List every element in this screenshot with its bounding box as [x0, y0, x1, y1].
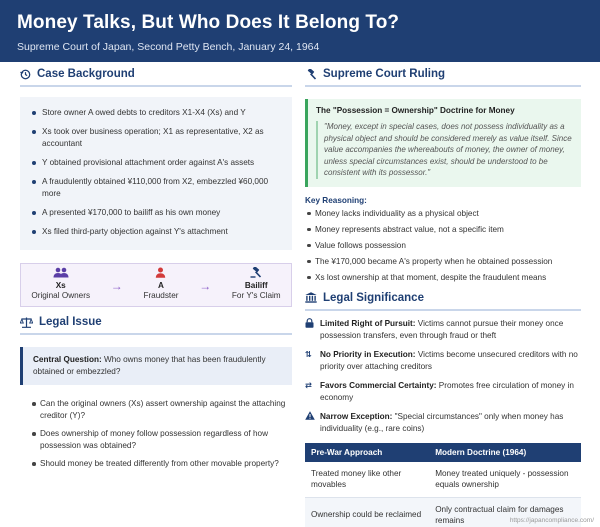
case-background-heading	[20, 68, 292, 87]
list-item: Should money be treated differently from other movable property?	[32, 458, 292, 470]
gavel-icon	[250, 267, 262, 278]
central-question-text: Who owns money that has been fraudulently obtained or embezzled?	[33, 355, 266, 376]
key-reasoning-list	[305, 208, 581, 283]
ruling-title: Supreme Court Ruling	[323, 68, 446, 80]
legal-issue-list	[20, 398, 292, 470]
party-name: Bailiff	[244, 281, 268, 290]
significance-label: Narrow Exception:	[320, 411, 393, 421]
list-item: Y obtained provisional attachment order against A's assets	[32, 157, 284, 169]
party-name: A	[158, 281, 164, 290]
users-icon	[53, 267, 69, 278]
party-role: Original Owners	[31, 291, 91, 300]
list-item: Money represents abstract value, not a specific item	[305, 224, 581, 235]
table-cell: Ownership could be reclaimed	[305, 497, 429, 527]
party-a	[143, 267, 178, 300]
comparison-table	[305, 443, 581, 527]
gavel-icon	[305, 69, 317, 80]
table-cell: Money treated uniquely - possession equals ownership	[429, 462, 581, 498]
table-header-row	[305, 443, 581, 462]
case-background-list	[20, 97, 292, 250]
scale-icon	[20, 317, 33, 328]
significance-label: No Priority in Execution:	[320, 349, 416, 359]
party-name: Xs	[55, 281, 66, 290]
list-item: Does ownership of money follow possession regardless of how possession was obtained?	[32, 428, 292, 451]
significance-title: Legal Significance	[323, 291, 424, 304]
significance-label: Limited Right of Pursuit:	[320, 318, 416, 328]
list-item: Xs lost ownership at that moment, despite the fraudulent means	[305, 272, 581, 283]
significance-item	[305, 411, 581, 435]
list-item: Money lacks individuality as a physical object	[305, 208, 581, 219]
table-cell: Only contractual claim for damages remains	[429, 497, 581, 527]
page-header	[0, 0, 600, 62]
significance-label: Favors Commercial Certainty:	[320, 380, 437, 390]
significance-text: Victims become unsecured creditors with no priority over attaching creditors	[320, 349, 578, 371]
content-area	[0, 62, 600, 527]
exchange-icon: ⇄	[305, 380, 312, 390]
significance-text: "Special circumstances" only when money has individuality (e.g., rare coins)	[320, 411, 564, 433]
page-subtitle: Supreme Court of Japan, Second Petty Bench, January 24, 1964	[17, 41, 320, 53]
central-question-box	[20, 347, 292, 385]
table-header: Pre-War Approach	[305, 443, 429, 462]
sort-arrows-icon: ⇅	[305, 349, 312, 359]
significance-item	[305, 349, 581, 373]
list-item: Xs took over business operation; X1 as representative, X2 as accountant	[32, 126, 284, 150]
list-item: Store owner A owed debts to creditors X1-X4 (Xs) and Y	[32, 107, 284, 119]
central-question-label: Central Question:	[33, 355, 102, 364]
landmark-icon	[305, 292, 317, 303]
list-item: A presented ¥170,000 to bailiff as his own money	[32, 207, 284, 219]
left-column	[20, 68, 292, 477]
list-item: A fraudulently obtained ¥110,000 from X2, embezzled ¥60,000 more	[32, 176, 284, 200]
arrow-right-icon: →	[199, 279, 212, 293]
legal-issue-title: Legal Issue	[39, 316, 102, 328]
ruling-quote: "Money, except in special cases, does not possess individuality as a physical object and should be considered merely as value itself. Since value accompanies the whereabouts of money, the owner of money, unless special circumstances exist, should be understood to be consistent with its possessor."	[316, 121, 572, 179]
doctrine-title: The "Possession = Ownership" Doctrine for Money	[316, 106, 515, 115]
lock-icon	[305, 318, 317, 342]
history-icon	[20, 69, 31, 80]
table-header: Modern Doctrine (1964)	[429, 443, 581, 462]
list-item: Can the original owners (Xs) assert ownership against the attaching creditor (Y)?	[32, 398, 292, 421]
significance-text: Victims cannot pursue their money once possession transfers, even through fraud or theft	[320, 318, 564, 340]
significance-list	[305, 318, 581, 435]
list-item: The ¥170,000 became A's property when he obtained possession	[305, 256, 581, 267]
party-role: Fraudster	[143, 291, 179, 300]
ruling-box	[305, 99, 581, 187]
case-background-title: Case Background	[37, 68, 135, 80]
arrow-right-icon: →	[110, 279, 123, 293]
table-cell: Treated money like other movables	[305, 462, 429, 498]
page-title: Money Talks, But Who Does It Belong To?	[17, 12, 400, 33]
party-role: For Y's Claim	[231, 291, 281, 300]
table-row	[305, 462, 581, 498]
list-item: Value follows possession	[305, 240, 581, 251]
warning-icon	[305, 411, 317, 435]
ruling-heading	[305, 68, 581, 87]
significance-item	[305, 380, 581, 404]
party-xs	[31, 267, 90, 300]
significance-text: Promotes free circulation of money in economy	[320, 380, 574, 402]
right-column	[305, 68, 581, 527]
parties-flow	[20, 263, 292, 307]
user-icon	[155, 267, 166, 278]
list-item: Xs filed third-party objection against Y's attachment	[32, 226, 284, 238]
party-bailiff	[232, 267, 281, 300]
key-reasoning-label: Key Reasoning:	[305, 195, 367, 205]
footer-url: https://japancompliance.com/	[509, 517, 594, 524]
legal-issue-heading	[20, 316, 292, 335]
significance-item	[305, 318, 581, 342]
significance-heading	[305, 292, 581, 311]
